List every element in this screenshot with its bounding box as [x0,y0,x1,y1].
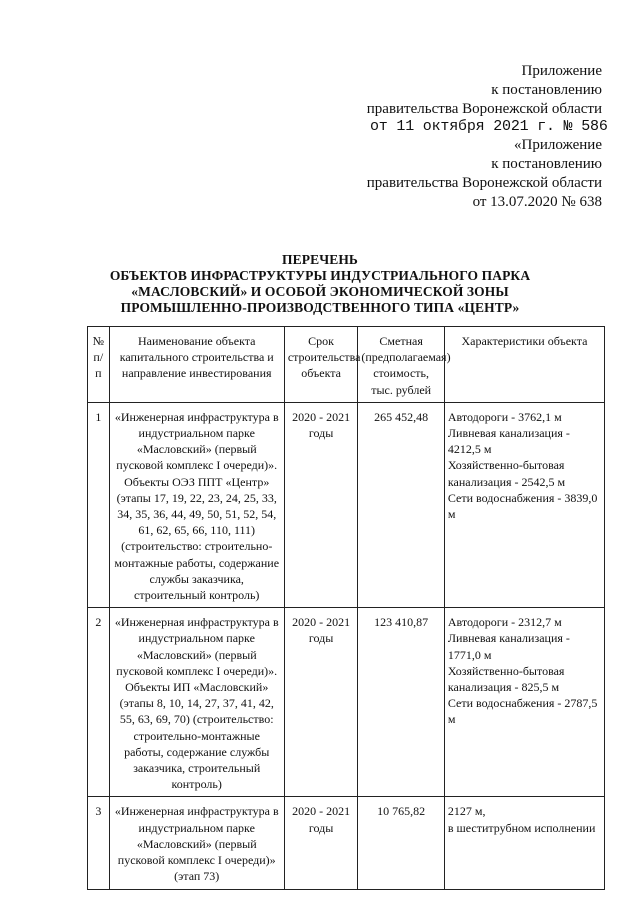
characteristic-item: Ливневая канализация - 4212,5 м [447,426,570,457]
header-cost: Сметная (предполагаемая) стоимость, тыс. рублей [358,327,445,403]
document-title-line-3: «МАСЛОВСКИЙ» И ОСОБОЙ ЭКОНОМИЧЕСКОЙ ЗОНЫ [131,284,509,299]
header-num: № п/п [88,327,110,403]
document-title-line-4: ПРОМЫШЛЕННО-ПРОИЗВОДСТВЕННОГО ТИПА «ЦЕНТР» [120,300,520,315]
row-characteristics [444,608,604,797]
table-row [88,402,605,607]
row-cost: 265 452,48 [358,402,445,607]
row-term: 2020 - 2021 годы [284,402,358,607]
row-name: «Инженерная инфраструктура в индустриальном парке «Масловский» (первый пусковой комплекс I очереди)». Объекты ИП «Масловский» (этапы 8, 10, 14, 27, 37, 41, 42, 55, 63, 69, 70) (строительство: строительно-монтажные работы, содержание службы заказчика, строительный контроль) [109,608,284,797]
characteristic-item: Автодороги - 3762,1 м [447,409,562,424]
document-title: ПЕРЕЧЕНЬ [282,252,358,267]
characteristic-item: Хозяйственно-бытовая канализация - 2542,5 м [447,458,566,489]
appendix-government-label: правительства Воронежской области [366,101,602,117]
row-name: «Инженерная инфраструктура в индустриальном парке «Масловский» (первый пусковой комплекс I очереди)». Объекты ОЭЗ ППТ «Центр» (этапы 17, 19, 22, 23, 24, 25, 33, 34, 35, 36, 44, 49, 50, 51, 52, 54, 61, 62, 65, 66, 110, 111) (строительство: строительно-монтажные работы, содержание службы заказчика, строительный контроль) [109,402,284,607]
objects-table [87,326,605,890]
characteristic-item: Автодороги - 2312,7 м [447,615,562,630]
table-row [88,797,605,889]
characteristic-item: 2127 м, [447,804,486,819]
row-cost: 10 765,82 [358,797,445,889]
characteristic-item: Сети водоснабжения - 3839,0 м [447,490,598,522]
quoted-appendix-label: «Приложение [513,137,602,153]
characteristic-item: Ливневая канализация - 1771,0 м [447,631,570,662]
characteristic-item: Хозяйственно-бытовая канализация - 825,5 м [447,663,565,695]
appendix-label: Приложение [521,63,602,79]
characteristic-item: в шеститрубном исполнении [447,820,596,835]
row-term: 2020 - 2021 годы [284,608,358,797]
quoted-resolution-label: к постановлению [491,156,602,172]
header-term: Срок строительства объекта [284,327,358,403]
resolution-date-stamp: от 11 октября 2021 г. № 586 [370,118,608,135]
row-characteristics [444,402,604,607]
quoted-government-label: правительства Воронежской области [366,175,602,191]
row-num: 1 [88,402,110,607]
header-characteristics: Характеристики объекта [444,327,604,403]
header-name: Наименование объекта капитального строительства и направление инвестирования [109,327,284,403]
appendix-resolution-label: к постановлению [491,82,602,98]
row-num: 2 [88,608,110,797]
table-row [88,608,605,797]
quoted-resolution-date: от 13.07.2020 № 638 [472,194,602,210]
characteristic-item: Сети водоснабжения - 2787,5 м [447,696,598,727]
document-title-line-2: ОБЪЕКТОВ ИНФРАСТРУКТУРЫ ИНДУСТРИАЛЬНОГО ПАРКА [109,268,531,283]
row-term: 2020 - 2021 годы [284,797,358,889]
row-characteristics [444,797,604,889]
table-header-row [88,327,605,403]
row-cost: 123 410,87 [358,608,445,797]
row-num: 3 [88,797,110,889]
row-name: «Инженерная инфраструктура в индустриальном парке «Масловский» (первый пусковой комплекс I очереди)» (этап 73) [109,797,284,889]
